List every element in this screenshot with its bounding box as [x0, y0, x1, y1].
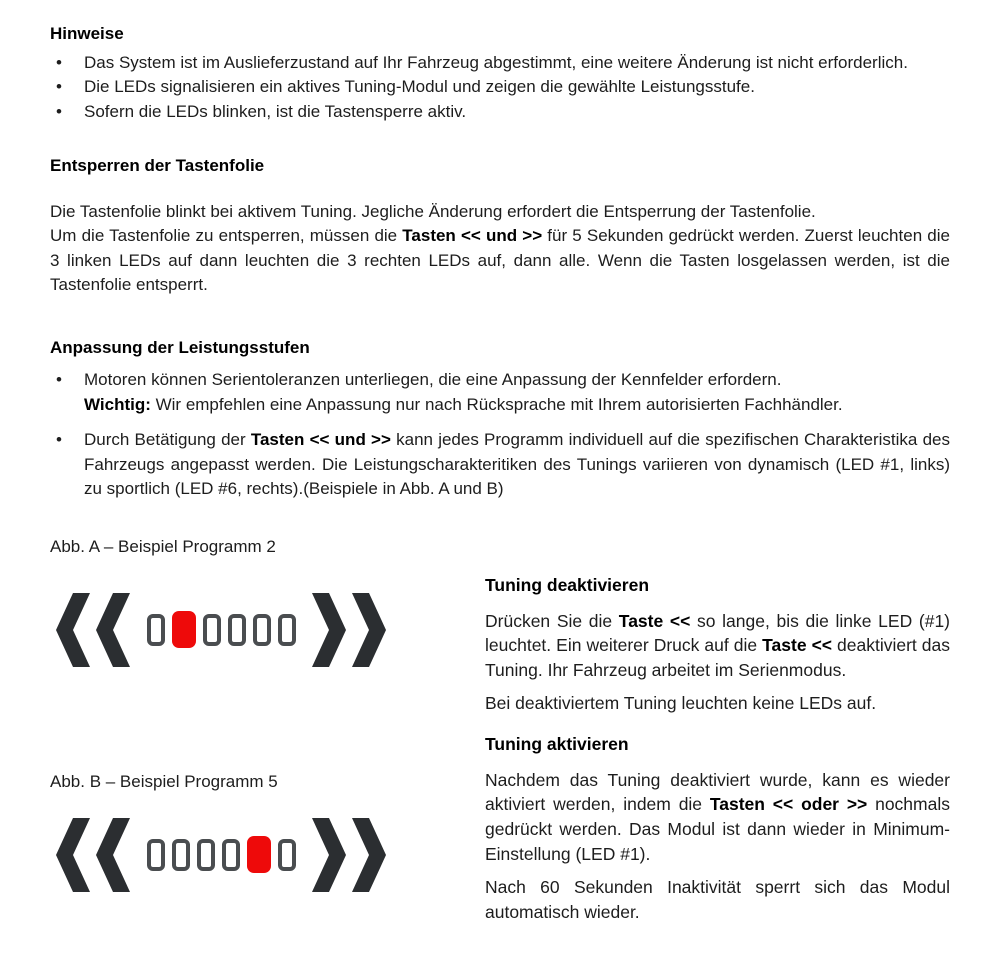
heading-tuning-aktivieren: Tuning aktivieren	[485, 733, 629, 754]
list-item	[50, 368, 950, 417]
chevron-shape	[56, 593, 90, 667]
led-active	[247, 836, 271, 873]
list-item	[50, 428, 950, 502]
double-chevron-right-icon	[312, 818, 386, 892]
led-off	[278, 839, 296, 871]
bullet-marker: •	[56, 370, 62, 389]
chevron-shape	[56, 818, 90, 892]
bullet-text: Die LEDs signalisieren ein aktives Tuning-Modul und zeigen die gewählte Leistungsstufe.	[84, 77, 755, 96]
section-heading-anpassung: Anpassung der Leistungsstufen	[50, 337, 310, 357]
bullet-text: Das System ist im Auslieferzustand auf Ihr Fahrzeug abgestimmt, eine weitere Änderung ist nicht erforderlich.	[84, 52, 908, 72]
led-off	[203, 614, 221, 646]
text-run: für 5 Sekunden gedrückt werden. Zuerst leuchten die 3 linken LEDs auf dann leuchten die 3 rechten LEDs auf, dann alle. Wenn die Tasten losgelassen werden, ist die Tastenfolie entsperrt.	[50, 226, 950, 294]
bullet-text	[84, 368, 950, 417]
bullet-marker: •	[56, 52, 62, 72]
list-item	[50, 51, 950, 76]
text-run: Durch Betätigung der	[84, 430, 251, 449]
chevron-shape	[352, 818, 386, 892]
bullet-text: Sofern die LEDs blinken, ist die Tastensperre aktiv.	[84, 101, 467, 121]
section-heading-entsperren: Entsperren der Tastenfolie	[50, 156, 265, 175]
paragraph	[485, 609, 950, 683]
section-anpassung	[50, 336, 950, 502]
paragraph	[485, 768, 950, 866]
double-chevron-left-icon	[56, 818, 130, 892]
right-instruction-column	[485, 573, 950, 925]
text-run: Motoren können Serientoleranzen unterliegen, die eine Anpassung der Kennfelder erfordern.	[84, 370, 782, 389]
anpassung-list	[50, 368, 950, 502]
led-active	[172, 611, 196, 648]
bold-key-label: Tasten << und >>	[250, 430, 391, 449]
figure-program-2	[56, 593, 386, 667]
bullet-marker: •	[56, 77, 62, 96]
led-off	[222, 839, 240, 871]
paragraph-line: Die Tastenfolie blinkt bei aktivem Tuning. Jegliche Änderung erfordert die Entsperrung der Tastenfolie.	[50, 201, 816, 221]
double-chevron-right-icon	[312, 593, 386, 667]
list-item	[50, 75, 950, 100]
paragraph: Nach 60 Sekunden Inaktivität sperrt sich das Modul automatisch wieder.	[485, 877, 950, 922]
text-run: kann jedes Programm individuell auf die spezifischen Charakteristika des Fahrzeugs angepasst werden. Die Leistungscharakteritiken des Tunings variieren von dynamisch (LED #1, links) zu sportlich (LED #6, rechts).(Beispiele in Abb. A und B)	[84, 430, 950, 498]
text-run: Nachdem das Tuning deaktiviert wurde, kann es wieder aktiviert werden, indem die	[485, 769, 950, 815]
chevron-shape	[312, 593, 346, 667]
bullet-text	[84, 428, 950, 502]
led-off	[253, 614, 271, 646]
bold-key-label: Tasten << und >>	[402, 226, 543, 245]
double-chevron-left-icon	[56, 593, 130, 667]
section-heading-hinweise: Hinweise	[50, 24, 124, 43]
list-item	[50, 100, 950, 125]
bold-key-label: Wichtig:	[84, 394, 151, 414]
figure-b-caption: Abb. B – Beispiel Programm 5	[50, 771, 278, 791]
hinweise-list	[50, 51, 950, 125]
led-off	[197, 839, 215, 871]
figure-program-5	[56, 818, 386, 892]
bold-key-label: Taste <<	[762, 635, 833, 656]
led-display	[147, 836, 296, 873]
led-off	[147, 839, 165, 871]
chevron-shape	[352, 593, 386, 667]
led-off	[172, 839, 190, 871]
text-run: deaktiviert das Tuning. Ihr Fahrzeug arbeitet im Serienmodus.	[485, 635, 951, 680]
figures-and-instructions	[50, 522, 950, 947]
paragraph-block	[50, 200, 950, 298]
bold-key-label: Tasten << oder >>	[709, 794, 868, 815]
led-off	[147, 614, 165, 646]
led-off	[278, 614, 296, 646]
heading-tuning-deaktivieren: Tuning deaktivieren	[485, 574, 650, 595]
text-run: nochmals gedrückt werden. Das Modul ist dann wieder in Minimum-Einstellung (LED #1).	[485, 794, 950, 864]
figure-a-caption: Abb. A – Beispiel Programm 2	[50, 536, 276, 556]
paragraph: Bei deaktiviertem Tuning leuchten keine LEDs auf.	[485, 693, 877, 714]
bullet-marker: •	[56, 430, 62, 449]
led-off	[228, 614, 246, 646]
section-entsperren	[50, 154, 950, 298]
text-run: so lange, bis die linke LED (#1) leuchtet. Ein weiterer Druck auf die	[485, 610, 951, 656]
text-run: Wir empfehlen eine Anpassung nur nach Rücksprache mit Ihrem autorisierten Fachhändler.	[150, 394, 843, 414]
section-hinweise	[50, 22, 950, 124]
bullet-marker: •	[56, 101, 62, 121]
text-run: Drücken Sie die	[485, 610, 619, 631]
chevron-shape	[96, 593, 130, 667]
bold-key-label: Taste <<	[618, 610, 691, 631]
led-display	[147, 611, 296, 648]
chevron-shape	[312, 818, 346, 892]
paragraph-line	[50, 224, 950, 298]
text-run: Um die Tastenfolie zu entsperren, müssen die	[50, 226, 403, 245]
chevron-shape	[96, 818, 130, 892]
